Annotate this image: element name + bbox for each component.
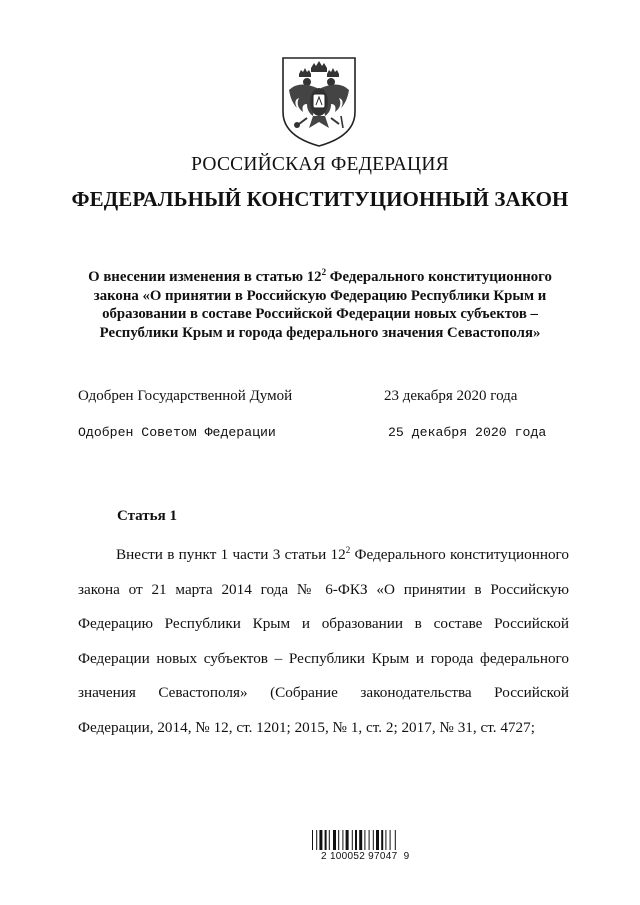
- approval-body: Одобрен Советом Федерации: [78, 425, 276, 440]
- barcode-bar: [329, 830, 330, 850]
- approval-federation-council: [78, 425, 568, 445]
- barcode-bar: [385, 830, 386, 850]
- approval-body: Одобрен Государственной Думой: [78, 388, 293, 404]
- country-name: РОССИЙСКАЯ ФЕДЕРАЦИЯ: [191, 154, 449, 175]
- barcode-bar: [319, 830, 322, 850]
- title-line-4: Республики Крым и города федерального значения Севастополя»: [99, 324, 541, 341]
- barcode-bar: [342, 830, 343, 850]
- law-title: [60, 268, 580, 342]
- barcode-bar: [359, 830, 362, 850]
- approval-duma: [78, 388, 568, 408]
- article-heading: Статья 1: [117, 508, 177, 524]
- russian-coat-of-arms-icon: [277, 54, 361, 148]
- barcode-bar: [355, 830, 357, 850]
- title-line-2: закона «О принятии в Российскую Федерацию Республики Крым и: [93, 287, 547, 304]
- barcode-bar: [373, 830, 374, 850]
- approval-date: 25 декабря 2020 года: [388, 425, 547, 440]
- barcode-bar: [338, 830, 339, 850]
- barcode-bar: [395, 830, 396, 850]
- barcode-bar: [346, 830, 349, 850]
- barcode-bar: [333, 830, 336, 850]
- barcode-bar: [312, 830, 313, 850]
- law-type-heading: ФЕДЕРАЛЬНЫЙ КОНСТИТУЦИОННЫЙ ЗАКОН: [71, 187, 569, 211]
- barcode-bar: [352, 830, 353, 850]
- barcode-number: 2 100052 97047 9: [321, 851, 410, 862]
- barcode-bar: [369, 830, 370, 850]
- barcode-bar: [364, 830, 365, 850]
- barcode-bar: [390, 830, 391, 850]
- title-line-1: О внесении изменения в статью $12^2$ Федерального конституционного: [88, 267, 552, 285]
- barcode-bar: [381, 830, 383, 850]
- article-body: Внести в пункт 1 части 3 статьи $12^2$ Федерального конституционного закона от 21 марта 2014 года № 6-ФКЗ «О принятии в Российскую Федерацию Республики Крым и образовании в составе Российской Федерации новых субъектов – Республики Крым и города федерального значения Севастополя» (Собрание законодательства Российской Федерации, 2014, № 12, ст. 1201; 2015, № 1, ст. 2; 2017, № 31, ст. 4727;: [78, 544, 569, 736]
- barcode-bar: [376, 830, 379, 850]
- title-line-3: образовании в составе Российской Федерации новых субъектов –: [102, 306, 538, 322]
- barcode-bar: [316, 830, 317, 850]
- barcode-bar: [325, 830, 327, 850]
- approval-date: 23 декабря 2020 года: [384, 388, 518, 404]
